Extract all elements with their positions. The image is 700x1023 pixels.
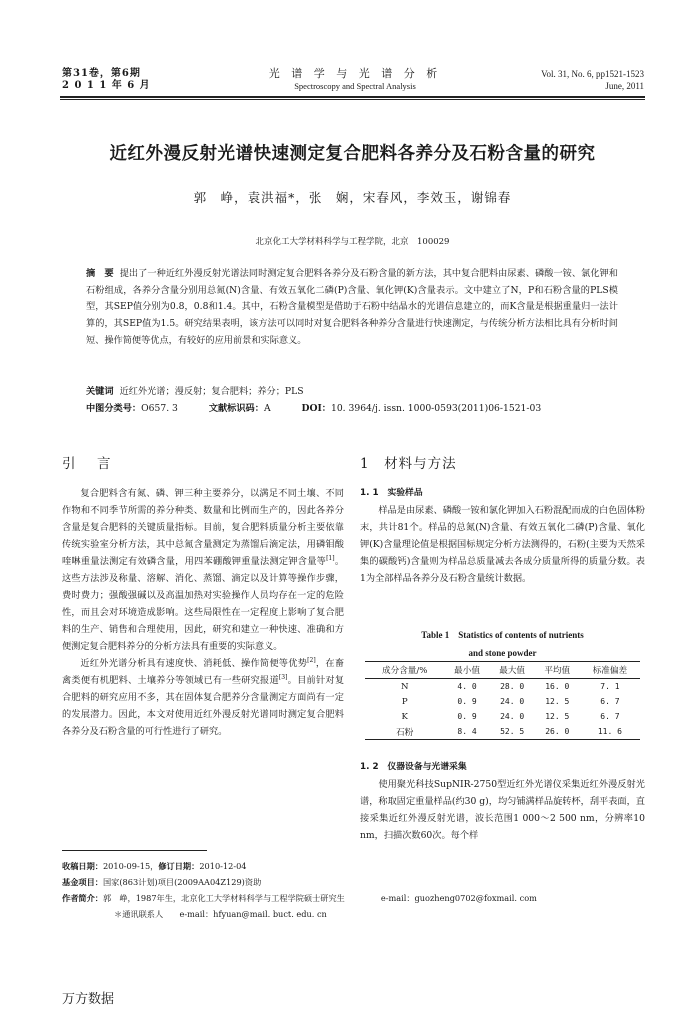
subsection-1-2-text: 使用聚光科技SupNIR-2750型近红外光谱仪采集近红外漫反射光谱，称取固定重量样品(约30 g)，均匀铺满样品旋转杯，刮平表面，直接采集近红外漫反射光谱，波长范围1 000～2 500 nm，分辨率10 nm，扫描次数60次。每个样 — [360, 779, 645, 841]
table-row — [365, 694, 640, 709]
citation-ref: [2] — [307, 656, 316, 664]
table-caption — [360, 626, 645, 662]
watermark-text: 万方数据 — [62, 992, 115, 1007]
table-cell: 12. 5 — [545, 712, 570, 721]
header-rule-thin — [60, 99, 645, 100]
table-cell: 52. 5 — [490, 724, 535, 740]
table-cell: 石粉 — [365, 724, 444, 740]
footnote-corresponding: ＊通讯联系人 e-mail：hfyuan@mail. buct. edu. cn — [114, 909, 327, 919]
bio-label: 作者简介： — [62, 893, 103, 903]
table-caption-line1: Table 1 Statistics of contents of nutrients — [421, 630, 584, 640]
table-cell: 6. 7 — [600, 712, 620, 721]
intro-p2-c: 。目前针对复合肥料的研究应用不多，其在固体复合肥养分含量测定方面尚有一定的发展潜力。因此，本文对使用近红外漫反射光谱同时测定复合肥料各养分及石粉含量的可行性进行了研究。 — [62, 675, 345, 737]
classification-row — [86, 400, 618, 417]
bio-email: e-mail：guozheng0702@foxmail. com — [380, 893, 537, 903]
header-issue — [541, 68, 644, 92]
table-cell: 26. 0 — [535, 724, 580, 740]
table-cell: 16. 0 — [545, 682, 570, 691]
subsection-1-2 — [360, 759, 645, 844]
table-cell: N — [400, 681, 409, 692]
fund-text: 国家(863计划)项目(2009AA04Z129)资助 — [102, 877, 262, 887]
doi — [302, 403, 556, 414]
footnote-fund — [62, 874, 537, 890]
header-rule — [60, 96, 645, 98]
keywords-block — [86, 383, 618, 417]
doc-label: 文献标识码： — [208, 403, 264, 414]
table-row — [365, 679, 640, 695]
doi-value: 10. 3964/j. issn. 1000-0593(2011)06-1521-03 — [330, 403, 542, 414]
table-cell: 8. 4 — [444, 724, 489, 740]
paper-title: 近红外漫反射光谱快速测定复合肥料各养分及石粉含量的研究 — [109, 144, 596, 164]
header-volume — [62, 68, 151, 92]
keywords-text: 近红外光谱；漫反射；复合肥料；养分；PLS — [119, 386, 304, 397]
methods-heading: 1 材料与方法 — [360, 456, 457, 472]
footnotes — [62, 858, 537, 922]
doc-value: A — [263, 403, 271, 414]
subsection-1-2-heading: 1. 2 仪器设备与光谱采集 — [360, 762, 467, 772]
revised-label: 修订日期： — [158, 861, 200, 871]
table-cell: 11. 6 — [580, 724, 640, 740]
bio-text: 郭 峥，1987年生，北京化工大学材料科学与工程学院硕士研究生 — [102, 893, 345, 903]
footnote-rule — [62, 850, 207, 851]
affiliation: 北京化工大学材料科学与工程学院，北京 100029 — [255, 237, 450, 247]
abstract-text: 提出了一种近红外漫反射光谱法同时测定复合肥料各养分及石粉含量的新方法，其中复合肥料由尿素、磷酸一铵、氯化钾和石粉组成，各养分含量分别用总氮(N)含量、有效五氧化二磷(P)含量、氧化钾(K)含量表示。文中建立了N，P和石粉含量的PLS模型，其SEP值分别为0.8，0.8和1.4。其中，石粉含量模型是借助于石粉中结晶水的光谱信息建立的，而K含量是根据重量归一法计算的，其SEP值为1.5。研究结果表明，该方法可以同时对复合肥料各种养分含量进行快速测定，与传统分析方法相比具有分析时间短、操作简便等优点，有较好的应用前景和实际意义。 — [86, 268, 618, 346]
doi-label: DOI： — [301, 403, 331, 414]
table-cell: K — [401, 711, 408, 722]
citation-ref: [1] — [326, 554, 335, 562]
intro-p1-end: 。这些方法涉及称量、溶解、消化、蒸馏、滴定以及计算等操作步骤，费时费力；强酸强碱以及高温加热对实验操作人员均存在一定的危险性，而且会对环境造成影响。这些局限性在一定程度上影响了复合肥料的生产、销售和合理使用，因此，研究和建立一种快速、准确和方便测定复合肥料养分的分析方法具有重要的实际意义。 — [62, 556, 345, 652]
keywords-row — [86, 383, 618, 400]
abstract — [86, 266, 618, 350]
journal-name-en: Spectroscopy and Spectral Analysis — [294, 81, 416, 91]
table-cell: 24. 0 — [500, 712, 525, 721]
subsection-1-1-heading: 1. 1 实验样品 — [360, 488, 423, 498]
table-header-cell: 标准偏差 — [580, 662, 640, 679]
volume-en: Vol. 31, No. 6, pp1521-1523 — [541, 69, 644, 79]
revised-date: 2010-12-04 — [199, 861, 247, 871]
received-label: 收稿日期： — [62, 861, 103, 871]
intro-paragraph-1 — [62, 485, 344, 655]
intro-p2-b: ，在畜禽类便有机肥料、土壤养分等领域已有一些研究报道 — [62, 658, 345, 686]
table-header-cell: 最小值 — [444, 662, 489, 679]
footnote-dates — [62, 858, 537, 874]
footnote-bio — [62, 890, 537, 906]
abstract-label: 摘 要 — [86, 268, 114, 279]
table-cell: 0. 9 — [457, 712, 477, 721]
table-cell: 4. 0 — [457, 682, 477, 691]
table-header-row — [365, 662, 640, 679]
intro-column — [62, 485, 344, 740]
table-header-cell: 平均值 — [535, 662, 580, 679]
doc-code — [209, 403, 285, 414]
statistics-table — [365, 661, 640, 740]
table-header-cell: 成分含量/% — [365, 662, 444, 679]
table-cell: 12. 5 — [545, 697, 570, 706]
keywords-label: 关键词 — [86, 386, 114, 397]
received-date: 2010-09-15， — [102, 861, 159, 871]
volume-cn: 第31卷，第6期 — [62, 68, 141, 79]
author-list: 郭 峥，袁洪福*，张 娴，宋春风，李效玉，谢锦春 — [193, 190, 512, 205]
intro-paragraph-2 — [62, 655, 344, 740]
table-cell: 6. 7 — [600, 697, 620, 706]
intro-p1-text: 复合肥料含有氮、磷、钾三种主要养分，以满足不同土壤、不同作物和不同季节所需的养分种类、数量和比例而生产的，因此各养分含量是复合肥料的关键质量指标。目前，复合肥料质量分析主要依靠传统实验室分析方法，其中总氮含量测定为蒸馏后滴定法，用磷钼酸喹啉重量法测定有效磷含量，用四苯硼酸钾重量法测定钾含量等 — [62, 488, 344, 567]
table-cell: P — [401, 696, 408, 707]
intro-p2-a: 近红外光谱分析具有速度快、消耗低、操作简便等优势 — [80, 658, 308, 669]
table-cell: 7. 1 — [600, 682, 620, 691]
intro-heading: 引 言 — [62, 456, 115, 472]
date-en: June, 2011 — [605, 81, 644, 91]
date-cn: 2 0 1 1 年 6 月 — [62, 80, 151, 91]
subsection-1-1-text: 样品是由尿素、磷酸一铵和氯化钾加入石粉混配而成的白色固体粉末，共计81个。样品的总氮(N)含量、有效五氧化二磷(P)含量、氧化钾(K)含量理论值是根据国标规定分析方法测得的，石粉(主要为天然采集的碳酸钙)含量则为样品总质量减去各成分质量所得的质量分数。表1为全部样品各养分及石粉含量统计数据。 — [360, 505, 645, 584]
table-caption-line2: and stone powder — [468, 648, 537, 658]
table-header-cell: 最大值 — [490, 662, 535, 679]
methods-column — [360, 485, 645, 587]
table-row — [365, 709, 640, 724]
citation-ref: [3] — [278, 673, 288, 681]
header-journal — [250, 68, 460, 92]
journal-name-cn: 光 谱 学 与 光 谱 分 析 — [268, 67, 442, 80]
clc-value: O657. 3 — [141, 403, 178, 414]
table-cell: 24. 0 — [500, 697, 525, 706]
table-cell: 0. 9 — [457, 697, 477, 706]
table-cell: 28. 0 — [500, 682, 525, 691]
clc — [86, 403, 192, 414]
table-row — [365, 724, 640, 740]
clc-label: 中图分类号： — [86, 403, 142, 414]
fund-label: 基金项目： — [62, 877, 103, 887]
